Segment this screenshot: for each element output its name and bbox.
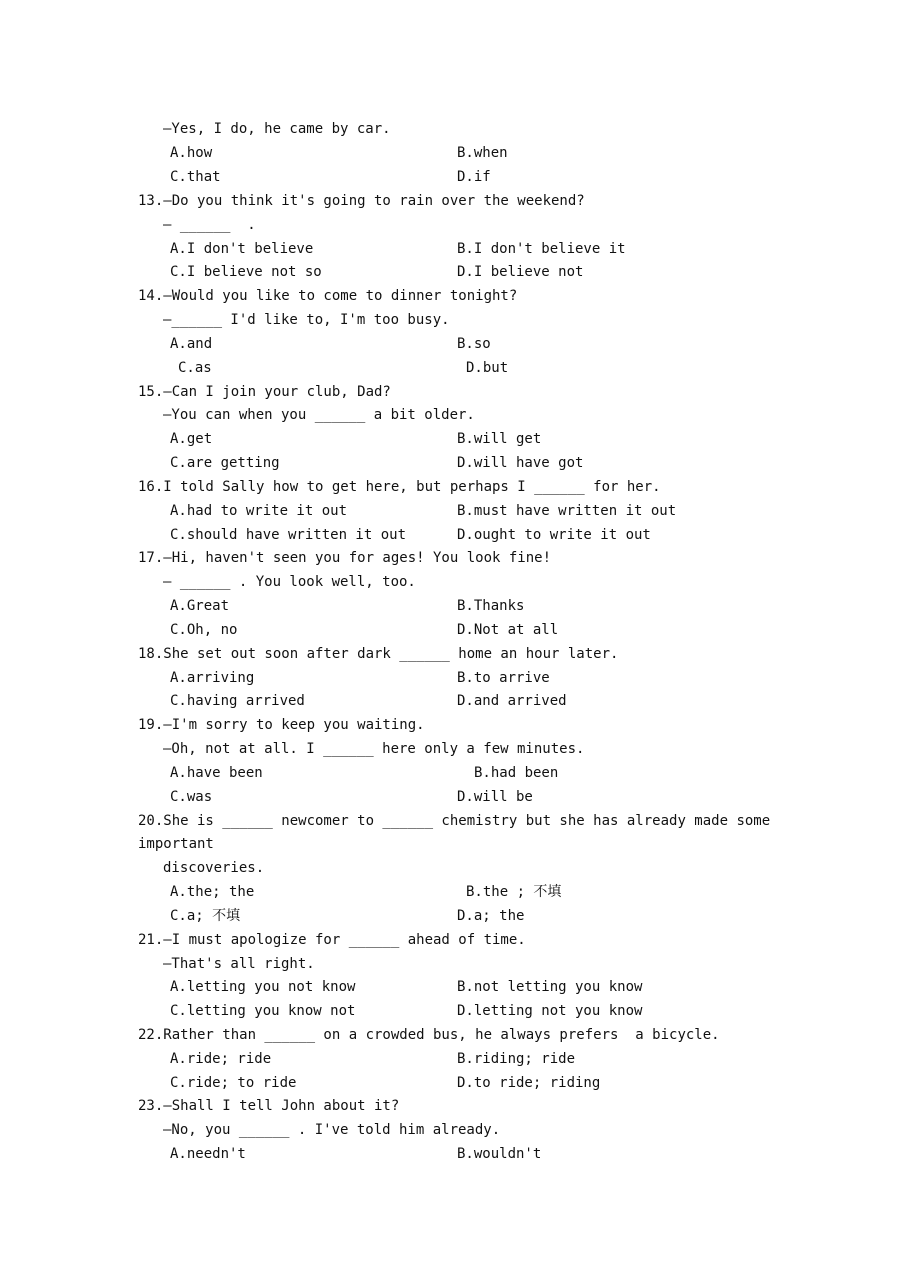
option-a: A.had to write it out [170, 503, 348, 519]
question-23: 23.—Shall I tell John about it? [138, 1098, 400, 1114]
text-line: important [138, 836, 214, 852]
text-line: discoveries. [163, 860, 265, 876]
option-d: D.will have got [457, 455, 584, 471]
option-c: C.are getting [170, 455, 280, 471]
option-d: D.I believe not [457, 264, 584, 280]
option-c: C.a; 不填 [170, 908, 241, 924]
option-c: C.I believe not so [170, 264, 322, 280]
option-a: A.how [170, 145, 213, 161]
option-b: B.not letting you know [457, 979, 643, 995]
option-a: A.arriving [170, 670, 255, 686]
option-b: B.Thanks [457, 598, 525, 614]
option-a: A.needn't [170, 1146, 246, 1162]
question-14: 14.—Would you like to come to dinner tonight? [138, 288, 518, 304]
option-c: C.Oh, no [170, 622, 238, 638]
option-d: D.ought to write it out [457, 527, 651, 543]
option-b: B.to arrive [457, 670, 550, 686]
option-d: D.if [457, 169, 491, 185]
text-line: —Yes, I do, he came by car. [163, 121, 391, 137]
question-18: 18.She set out soon after dark ______ home an hour later. [138, 646, 619, 662]
option-a: A.ride; ride [170, 1051, 272, 1067]
text-line: —You can when you ______ a bit older. [163, 407, 475, 423]
option-b: B.had been [474, 765, 559, 781]
option-d: D.and arrived [457, 693, 567, 709]
question-22: 22.Rather than ______ on a crowded bus, he always prefers a bicycle. [138, 1027, 720, 1043]
option-a: A.letting you not know [170, 979, 356, 995]
option-b: B.when [457, 145, 508, 161]
question-19: 19.—I'm sorry to keep you waiting. [138, 717, 425, 733]
option-a: A.Great [170, 598, 230, 614]
option-c: C.that [170, 169, 221, 185]
option-c: C.ride; to ride [170, 1075, 297, 1091]
option-d: D.will be [457, 789, 533, 805]
question-17: 17.—Hi, haven't seen you for ages! You look fine! [138, 550, 552, 566]
question-13: 13.—Do you think it's going to rain over the weekend? [138, 193, 585, 209]
option-b: B.wouldn't [457, 1146, 542, 1162]
option-b: B.riding; ride [457, 1051, 576, 1067]
option-c: C.should have written it out [170, 527, 407, 543]
option-d: D.a; the [457, 908, 525, 924]
option-b: B.so [457, 336, 491, 352]
option-b: B.will get [457, 431, 542, 447]
option-d: D.but [466, 360, 509, 376]
text-line: —No, you ______ . I've told him already. [163, 1122, 501, 1138]
option-c: C.letting you know not [170, 1003, 356, 1019]
option-d: D.to ride; riding [457, 1075, 601, 1091]
option-a: A.and [170, 336, 213, 352]
question-21: 21.—I must apologize for ______ ahead of time. [138, 932, 526, 948]
option-b: B.must have written it out [457, 503, 677, 519]
option-a: A.get [170, 431, 213, 447]
text-line: — ______ . You look well, too. [163, 574, 416, 590]
text-line: — ______ . [163, 217, 256, 233]
option-d: D.letting not you know [457, 1003, 643, 1019]
text-line: —Oh, not at all. I ______ here only a few minutes. [163, 741, 585, 757]
option-b: B.the ; 不填 [466, 884, 562, 900]
option-a: A.the; the [170, 884, 255, 900]
option-d: D.Not at all [457, 622, 559, 638]
question-15: 15.—Can I join your club, Dad? [138, 384, 391, 400]
option-c: C.having arrived [170, 693, 305, 709]
text-line: —______ I'd like to, I'm too busy. [163, 312, 450, 328]
option-b: B.I don't believe it [457, 241, 626, 257]
option-c: C.as [178, 360, 212, 376]
text-line: —That's all right. [163, 956, 315, 972]
option-a: A.have been [170, 765, 263, 781]
question-16: 16.I told Sally how to get here, but perhaps I ______ for her. [138, 479, 661, 495]
option-a: A.I don't believe [170, 241, 314, 257]
option-c: C.was [170, 789, 213, 805]
question-20: 20.She is ______ newcomer to ______ chemistry but she has already made some [138, 813, 771, 829]
